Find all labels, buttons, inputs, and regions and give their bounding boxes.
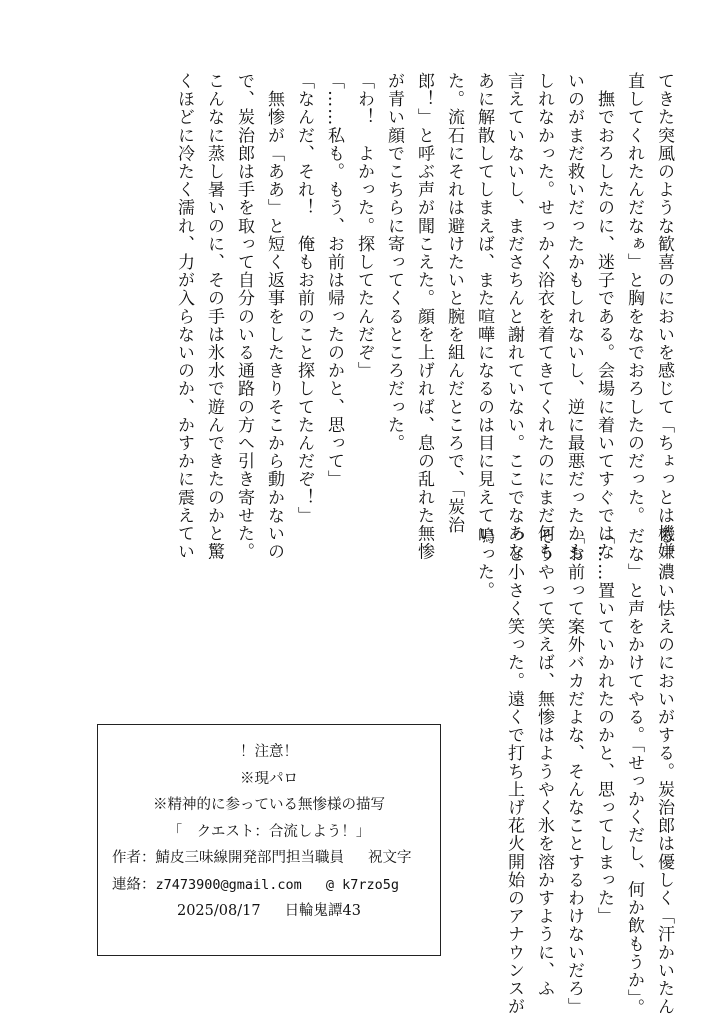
text-column: 鳴った。 bbox=[474, 527, 494, 600]
text-column: る。濃い怯えのにおいがする。炭治郎は優しく「汗かいたん bbox=[654, 527, 674, 1016]
text-column: が青い顔でこちらに寄ってくるところだった。 bbox=[384, 72, 404, 453]
social-handle[interactable]: @ k7rzo5g bbox=[325, 876, 399, 893]
text-column: で、炭治郎は手を取って自分のいる通路の方へ引き寄せた。 bbox=[234, 72, 254, 561]
text-column: 言えていないし、まださちんと謝れていない。ここでなあな bbox=[504, 72, 524, 561]
text-column: 郎！」と呼ぶ声が聞こえた。顔を上げれば、息の乱れた無惨 bbox=[414, 72, 434, 561]
text-column: 無惨が「ああ」と短く返事をしたきりそこから動かないの bbox=[264, 72, 284, 561]
contact-line bbox=[98, 872, 440, 899]
contact-label: 連絡： bbox=[112, 876, 156, 893]
text-column: 「なんだ、それ！ 俺もお前のこと探してたんだぞ！」 bbox=[294, 72, 314, 525]
text-column: っと小さく笑った。遠くで打ち上げ花火開始のアナウンスが bbox=[504, 527, 524, 1016]
text-column: てきた突風のような歓喜のにおいを感じて「ちょっとは機嫌 bbox=[654, 72, 674, 561]
text-column: 「……私も。もう、お前は帰ったのかと、思って」 bbox=[324, 72, 344, 489]
author-name: 鯖皮三味線開発部門担当職員 bbox=[155, 850, 344, 866]
text-column: 「お前って案外バカだよな、そんなことするわけないだろ」 bbox=[564, 527, 584, 1016]
genre-note: ※現パロ bbox=[240, 770, 298, 787]
text-column: だな」と声をかけてやる。「せっかくだし、何か飲もうか」。 bbox=[624, 527, 644, 1017]
notice-heading: ！注意！ bbox=[240, 744, 298, 760]
author-line bbox=[98, 845, 440, 872]
content-warning: ※精神的に参っている無惨様の描写 bbox=[153, 797, 385, 813]
publish-date: 2025/08/17 bbox=[176, 903, 261, 919]
event-name: 日輪鬼譚43 bbox=[284, 903, 362, 919]
text-column: あに解散してしまえば、また喧嘩になるのは目に見えてい bbox=[474, 72, 494, 543]
text-column: こんなに蒸し暑いのに、その手は氷水で遊んできたのかと驚 bbox=[204, 72, 224, 561]
author-label: 作者： bbox=[112, 850, 156, 866]
date-event-line bbox=[98, 898, 440, 925]
text-column: いのがまだ救いだったかもしれないし、逆に最悪だったかも bbox=[564, 72, 584, 561]
text-column: 撫でおろしたのに、迷子である。会場に着いてすぐではな bbox=[594, 72, 614, 561]
text-column: 直してくれたんだなぁ」と胸をなでおろしたのだった。 bbox=[624, 72, 644, 525]
text-column: そうやって笑えば、無惨はようやく氷を溶かすように、ふ bbox=[534, 527, 554, 998]
email-address[interactable]: z7473900@gmail.com bbox=[155, 876, 302, 893]
author-tag: 祝文字 bbox=[368, 850, 412, 866]
work-title: 「 クエスト：合流しよう！」 bbox=[167, 823, 371, 840]
text-column: 「わ！ よかった。探してたんだぞ」 bbox=[354, 72, 374, 380]
text-column: 「……置いていかれたのかと、思ってしまった」 bbox=[594, 527, 614, 926]
colophon-box bbox=[97, 724, 441, 956]
text-column: くほどに冷たく濡れ、力が入らないのか、かすかに震えてい bbox=[174, 72, 194, 561]
text-column: しれなかった。せっかく浴衣を着てきてくれたのにまだ何も bbox=[534, 72, 554, 561]
text-column: た。流石にそれは避けたいと腕を組んだところで、「炭治 bbox=[444, 72, 464, 535]
